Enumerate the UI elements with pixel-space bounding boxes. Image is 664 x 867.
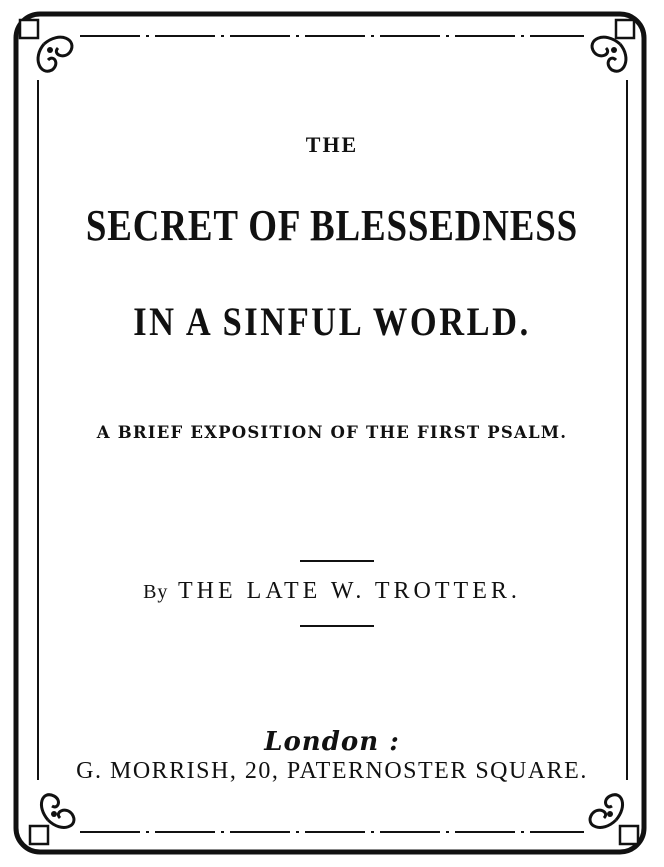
corner-ornament-bottom-left [30,795,74,844]
corner-ornament-top-left [20,20,72,71]
title-line-2: IN A SINFUL WORLD. [133,299,531,344]
subtitle: A BRIEF EXPOSITION OF THE FIRST PSALM. [96,423,568,442]
author-line [0,578,664,605]
title-line-1: SECRET OF BLESSEDNESS [85,201,579,250]
divider-rule-bottom [300,625,374,627]
title-article: THE [305,132,359,157]
divider-rule-top [300,560,374,562]
imprint-city: London : [264,727,400,757]
imprint-publisher: G. MORRISH, 20, PATERNOSTER SQUARE. [76,758,588,784]
corner-ornament-bottom-right [590,795,638,844]
corner-ornament-top-right [592,20,634,71]
author-prefix: By [143,581,169,603]
author-name: THE LATE W. TROTTER. [168,578,521,604]
